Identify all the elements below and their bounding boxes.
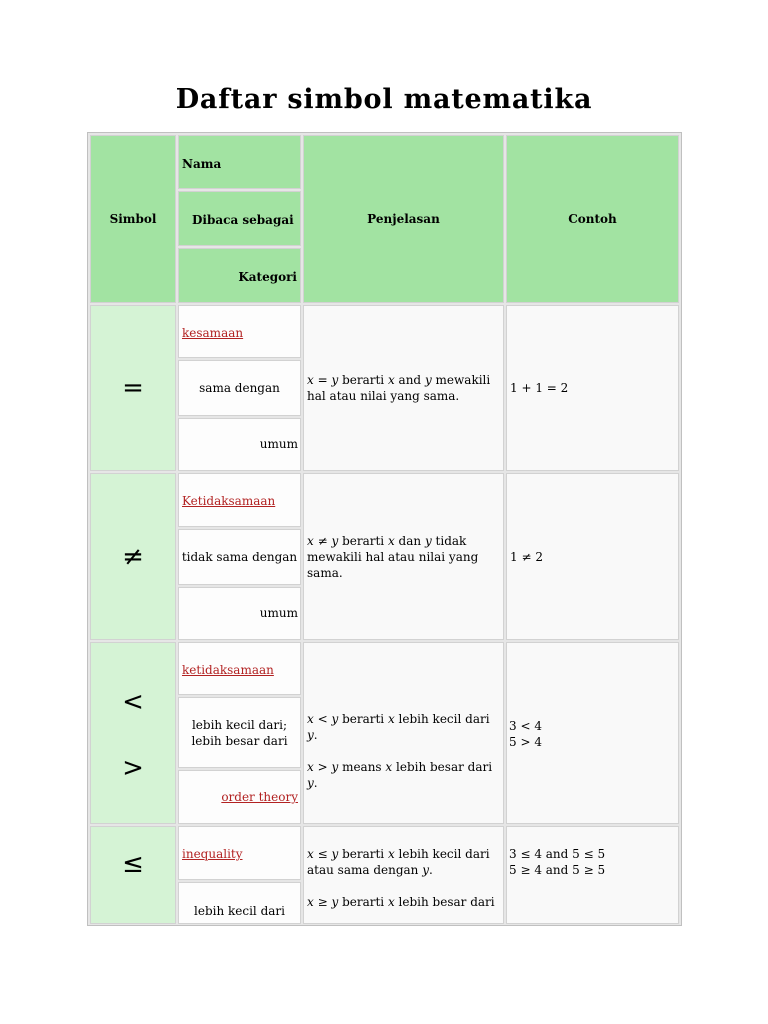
row2-name [178,473,301,527]
row4-example [506,826,679,924]
row1-name-link[interactable]: kesamaan [182,326,244,340]
row2-name-link[interactable]: Ketidaksamaan [182,494,276,508]
row3-explanation-greater: x > y means x lebih besar dari y. [307,760,493,790]
header-penjelasan: Penjelasan [303,135,504,303]
row1-example: 1 + 1 = 2 [506,305,679,471]
row3-read-as: lebih kecil dari; lebih besar dari [178,697,301,768]
row1-explanation: x = y berarti x and y mewakili hal atau nilai yang sama. [303,305,504,471]
row3-explanation-less: x < y berarti x lebih kecil dari y. [307,712,490,742]
row4-explanation [303,826,504,924]
row4-example-2: 5 ≥ 4 and 5 ≥ 5 [509,863,606,877]
row4-name-link[interactable]: inequality [182,847,243,861]
row3-example [506,642,679,824]
row4-read-as: lebih kecil dari [178,882,301,924]
header-dibaca: Dibaca sebagai [178,191,301,246]
header-contoh: Contoh [506,135,679,303]
row3-explanation [303,642,504,824]
header-simbol: Simbol [90,135,176,303]
row2-read-as: tidak sama dengan [178,529,301,585]
header-kategori: Kategori [178,248,301,303]
row3-example-2: 5 > 4 [509,735,542,749]
symbol-less-than: < [122,687,144,717]
row3-category [178,770,301,824]
row3-category-link[interactable]: order theory [221,790,298,804]
symbol-less-greater [90,642,176,824]
row4-explanation-le: x ≤ y berarti x lebih kecil dari atau sama dengan y. [307,847,490,877]
row4-name [178,826,301,880]
row1-name [178,305,301,358]
symbol-greater-than: > [122,753,144,783]
row2-example: 1 ≠ 2 [506,473,679,640]
row3-name-link[interactable]: ketidaksamaan [182,663,274,677]
row3-example-1: 3 < 4 [509,719,542,733]
symbol-not-equal: ≠ [90,473,176,640]
page-title: Daftar simbol matematika [175,84,593,115]
row1-read-as: sama dengan [178,360,301,416]
row4-explanation-ge: x ≥ y berarti x lebih besar dari [307,895,495,909]
header-nama: Nama [178,135,301,189]
symbol-less-equal [90,826,176,924]
row2-category: umum [178,587,301,640]
row3-name [178,642,301,695]
symbol-equals: = [90,305,176,471]
row1-category: umum [178,418,301,471]
symbol-less-equal-glyph: ≤ [122,849,144,879]
row4-example-1: 3 ≤ 4 and 5 ≤ 5 [509,847,606,861]
row2-explanation: x ≠ y berarti x dan y tidak mewakili hal atau nilai yang sama. [303,473,504,640]
